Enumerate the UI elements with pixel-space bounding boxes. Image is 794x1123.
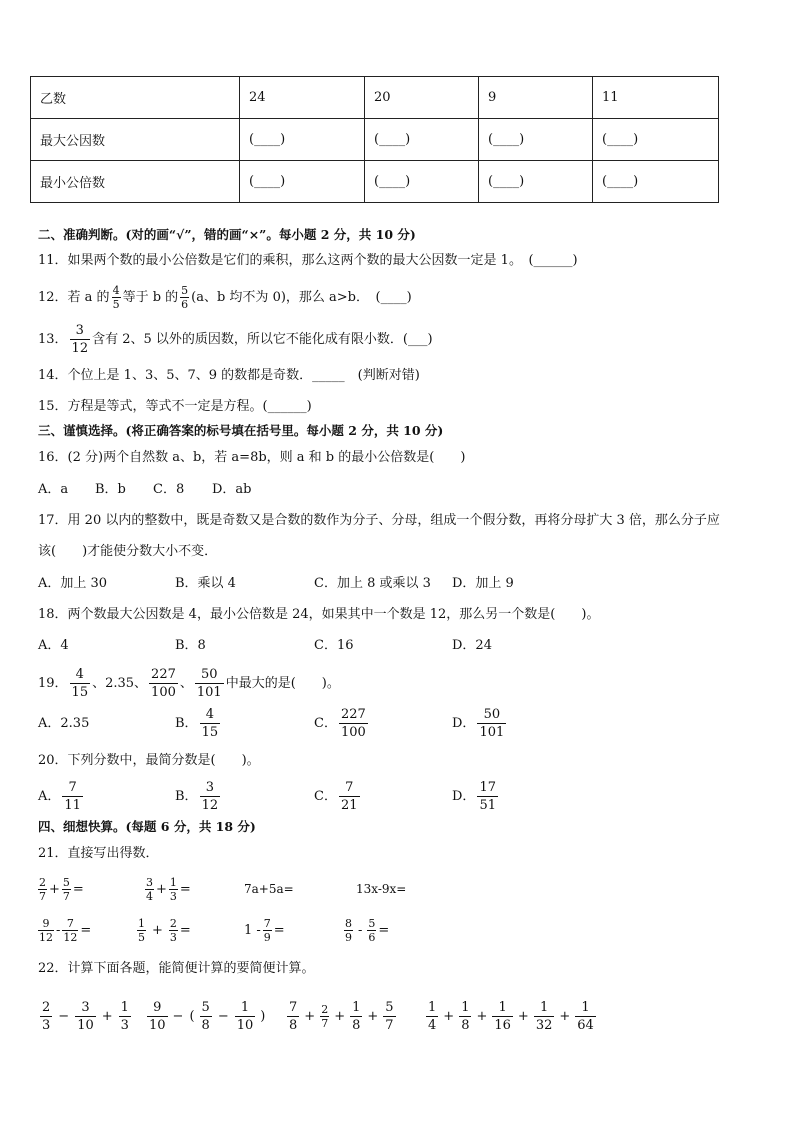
answer-blank: (____) [240, 161, 365, 203]
numerator: 4 [75, 666, 84, 682]
operator: − [58, 1008, 70, 1024]
question-11: 11．如果两个数的最小公倍数是它们的乘积，那么这两个数的最大公因数一定是 1。 (______) [38, 253, 578, 268]
answer-blank: (____) [593, 119, 719, 161]
question-text: 13． [38, 331, 68, 347]
numerator: 1 [120, 999, 129, 1015]
section-heading: 二、准确判断。(对的画“√”，错的画“×”。每小题 2 分，共 10 分) [38, 227, 416, 242]
fraction [287, 1001, 299, 1032]
fraction [149, 668, 178, 699]
denominator: 7 [321, 1016, 329, 1030]
question-text: 19． [38, 675, 68, 691]
denominator: 10 [149, 1017, 166, 1033]
table-row [31, 161, 719, 203]
denominator: 8 [461, 1017, 470, 1033]
denominator: 8 [352, 1017, 361, 1033]
numerator: 1 [240, 999, 250, 1015]
denominator: 6 [368, 930, 376, 944]
fraction [70, 668, 91, 699]
fraction [38, 877, 47, 902]
equals-sign: = [179, 922, 191, 938]
question-18: 18．两个数最大公因数是 4，最小公倍数是 24，如果其中一个数是 12，那么另一个数是( )。 [38, 607, 600, 622]
mental-calc-item: 7a+5a= [244, 882, 294, 896]
numerator: 3 [75, 322, 84, 338]
question-text: 12．若 a 的 [38, 289, 110, 305]
question-14: 14．个位上是 1、3、5、7、9 的数都是奇数．_____ (判断对错) [38, 368, 420, 383]
numerator: 2 [321, 1002, 329, 1016]
operator: + [156, 881, 167, 897]
fraction [477, 781, 498, 812]
mental-calc-item [244, 912, 285, 948]
right-paren: ) [260, 1008, 266, 1024]
fraction [367, 918, 376, 943]
equals-sign: = [80, 922, 92, 938]
operand: 1 - [244, 922, 261, 938]
denominator: 12 [63, 930, 78, 944]
fraction [70, 324, 91, 355]
fraction [320, 1004, 329, 1029]
operator: + [334, 1008, 346, 1024]
numerator: 7 [345, 779, 354, 795]
option-a: A．4 [38, 638, 69, 653]
operator: + [559, 1008, 571, 1024]
question-12 [38, 280, 412, 314]
table-cell: 乙数 [31, 77, 240, 119]
option-c [314, 776, 362, 816]
fraction [169, 877, 178, 902]
denominator: 4 [146, 889, 153, 903]
question-text: (a、b 均不为 0)，那么 a>b． (____) [191, 289, 412, 305]
question-17-line2: 该( )才能使分数大小不变． [38, 544, 218, 559]
denominator: 3 [169, 889, 177, 903]
numerator: 1 [138, 916, 145, 930]
comparison-table [30, 76, 719, 203]
fraction [200, 781, 221, 812]
option-b [175, 776, 222, 816]
table-cell: 最大公因数 [31, 119, 240, 161]
denominator: 15 [201, 724, 219, 740]
equals-sign: = [72, 881, 84, 897]
fraction [426, 1001, 438, 1032]
denominator: 3 [120, 1017, 129, 1033]
fraction [112, 285, 121, 310]
denominator: 32 [535, 1017, 553, 1033]
numerator: 5 [385, 999, 394, 1015]
numerator: 9 [42, 916, 50, 930]
table-row [31, 119, 719, 161]
left-paren: ( [189, 1008, 195, 1024]
numerator: 7 [263, 916, 271, 930]
numerator: 7 [289, 999, 298, 1015]
question-20: 20．下列分数中，最简分数是( )。 [38, 753, 260, 768]
table-cell: 20 [365, 77, 479, 119]
question-13 [38, 320, 433, 358]
numerator: 3 [81, 999, 90, 1015]
question-text: 中最大的是( )。 [225, 675, 340, 691]
numerator: 227 [151, 666, 176, 682]
denominator: 9 [345, 930, 352, 944]
option-d: D．ab [212, 482, 252, 497]
fraction [339, 781, 360, 812]
denominator: 8 [289, 1017, 298, 1033]
denominator: 21 [340, 797, 358, 813]
question-19 [38, 663, 340, 703]
denominator: 6 [181, 297, 189, 311]
fraction [62, 877, 71, 902]
denominator: 64 [577, 1017, 594, 1033]
operator: + [443, 1008, 455, 1024]
denominator: 101 [479, 724, 505, 740]
answer-blank: (____) [365, 161, 479, 203]
denominator: 10 [77, 1017, 94, 1033]
fraction [75, 1001, 96, 1032]
fraction [200, 708, 221, 739]
fraction [534, 1001, 555, 1032]
operator: + [101, 1008, 113, 1024]
mental-calc-item [143, 871, 191, 907]
option-c [314, 703, 370, 743]
denominator: 11 [64, 797, 81, 813]
operator: − [217, 1008, 229, 1024]
denominator: 3 [42, 1017, 51, 1033]
operator: + [152, 922, 163, 938]
fraction [235, 1001, 256, 1032]
question-21: 21．直接写出得数． [38, 846, 159, 861]
denominator: 7 [385, 1017, 394, 1033]
operator: - [358, 922, 363, 938]
option-d [452, 703, 508, 743]
denominator: 101 [196, 684, 222, 700]
numerator: 2 [42, 999, 51, 1015]
operator: + [367, 1008, 379, 1024]
fraction [350, 1001, 362, 1032]
fraction [459, 1001, 471, 1032]
expression [38, 996, 133, 1036]
answer-blank: (____) [479, 119, 593, 161]
operator: + [517, 1008, 529, 1024]
numerator: 2 [39, 875, 46, 889]
question-16: 16．(2 分)两个自然数 a、b，若 a=8b，则 a 和 b 的最小公倍数是( ) [38, 450, 466, 465]
option-a: A．加上 30 [38, 576, 108, 591]
option-label: A． [38, 788, 61, 804]
denominator: 51 [479, 797, 496, 813]
fraction [180, 285, 189, 310]
question-17-line1: 17．用 20 以内的整数中，既是奇数又是合数的数作为分子、分母，组成一个假分数，再将分母扩大 3 倍，那么分子应 [38, 513, 720, 528]
option-b: B．乘以 4 [175, 576, 236, 591]
option-d: D．加上 9 [452, 576, 514, 591]
denominator: 15 [71, 684, 89, 700]
expression [424, 996, 598, 1036]
denominator: 12 [71, 340, 89, 356]
numerator: 9 [153, 999, 162, 1015]
option-text: A．2.35 [38, 715, 90, 731]
answer-blank: (____) [479, 161, 593, 203]
answer-blank: (____) [240, 119, 365, 161]
numerator: 5 [368, 916, 376, 930]
mental-calc-item [36, 912, 91, 948]
operator: - [56, 922, 61, 938]
table-cell: 最小公倍数 [31, 161, 240, 203]
fraction [169, 918, 178, 943]
denominator: 9 [263, 930, 271, 944]
numerator: 1 [461, 999, 470, 1015]
table-cell: 9 [479, 77, 593, 119]
option-label: C． [314, 715, 337, 731]
fraction [119, 1001, 131, 1032]
fraction [339, 708, 368, 739]
numerator: 1 [498, 999, 507, 1015]
numerator: 1 [581, 999, 590, 1015]
option-label: D． [452, 788, 476, 804]
denominator: 12 [201, 797, 219, 813]
table-row [31, 77, 719, 119]
fraction [195, 668, 224, 699]
question-22: 22．计算下面各题，能简便计算的要简便计算。 [38, 961, 315, 976]
section-heading: 三、谨慎选择。(将正确答案的标号填在括号里。每小题 2 分，共 10 分) [38, 423, 444, 438]
numerator: 1 [539, 999, 549, 1015]
numerator: 3 [146, 875, 153, 889]
numerator: 4 [205, 706, 214, 722]
operator: − [172, 1008, 184, 1024]
option-label: C． [314, 788, 337, 804]
option-label: B． [175, 788, 198, 804]
numerator: 1 [428, 999, 437, 1015]
fraction [62, 918, 78, 943]
question-text: 含有 2、5 以外的质因数，所以它不能化成有限小数．(___) [92, 331, 433, 347]
denominator: 5 [138, 930, 145, 944]
numerator: 8 [345, 916, 352, 930]
option-a [38, 776, 85, 816]
mental-calc-item [36, 871, 84, 907]
denominator: 7 [39, 889, 46, 903]
answer-blank: (____) [593, 161, 719, 203]
question-text: 、2.35、 [92, 675, 148, 691]
equals-sign: = [273, 922, 285, 938]
expression [145, 996, 268, 1036]
denominator: 8 [201, 1017, 210, 1033]
option-label: D． [452, 715, 476, 731]
numerator: 1 [352, 999, 361, 1015]
numerator: 50 [201, 666, 218, 682]
denominator: 4 [428, 1017, 437, 1033]
operator: + [476, 1008, 488, 1024]
option-d: D．24 [452, 638, 492, 653]
fraction [200, 1001, 212, 1032]
numerator: 227 [340, 706, 366, 722]
fraction [145, 877, 154, 902]
option-c: C．16 [314, 638, 354, 653]
fraction [263, 918, 272, 943]
fraction [344, 918, 353, 943]
numerator: 5 [201, 999, 210, 1015]
numerator: 1 [169, 875, 177, 889]
option-a [38, 703, 89, 743]
numerator: 7 [68, 779, 77, 795]
numerator: 3 [205, 779, 214, 795]
fraction [575, 1001, 596, 1032]
denominator: 5 [112, 297, 120, 311]
denominator: 3 [169, 930, 177, 944]
table-cell: 24 [240, 77, 365, 119]
numerator: 50 [483, 706, 501, 722]
equals-sign: = [179, 881, 191, 897]
denominator: 12 [39, 930, 53, 944]
denominator: 7 [62, 889, 70, 903]
option-a: A．a [38, 482, 69, 497]
fraction [383, 1001, 395, 1032]
fraction [40, 1001, 52, 1032]
denominator: 10 [236, 1017, 254, 1033]
option-b: B．b [95, 482, 126, 497]
numerator: 17 [479, 779, 496, 795]
option-c: C．加上 8 或乘以 3 [314, 576, 431, 591]
numerator: 5 [181, 283, 189, 297]
question-15: 15．方程是等式，等式不一定是方程。(______) [38, 399, 312, 414]
option-d [452, 776, 500, 816]
table-cell: 11 [593, 77, 719, 119]
equals-sign: = [378, 922, 390, 938]
fraction [147, 1001, 168, 1032]
option-c: C．8 [153, 482, 185, 497]
expression [285, 996, 398, 1036]
fraction [492, 1001, 513, 1032]
option-b: B．8 [175, 638, 206, 653]
section-heading: 四、细想快算。(每题 6 分，共 18 分) [38, 819, 256, 834]
fraction [62, 781, 83, 812]
numerator: 5 [62, 875, 70, 889]
fraction [137, 918, 146, 943]
denominator: 100 [340, 724, 366, 740]
numerator: 4 [112, 283, 120, 297]
denominator: 16 [494, 1017, 511, 1033]
denominator: 100 [151, 684, 176, 700]
question-text: 等于 b 的 [122, 289, 179, 305]
operator: + [304, 1008, 316, 1024]
fraction [477, 708, 506, 739]
operator: + [49, 881, 60, 897]
option-b [175, 703, 222, 743]
mental-calc-item: 13x-9x= [356, 882, 407, 896]
fraction [38, 918, 54, 943]
question-text: 、 [179, 675, 193, 691]
numerator: 7 [66, 916, 74, 930]
answer-blank: (____) [365, 119, 479, 161]
numerator: 2 [169, 916, 177, 930]
option-label: B． [175, 715, 198, 731]
mental-calc-item [135, 912, 191, 948]
mental-calc-item [342, 912, 389, 948]
